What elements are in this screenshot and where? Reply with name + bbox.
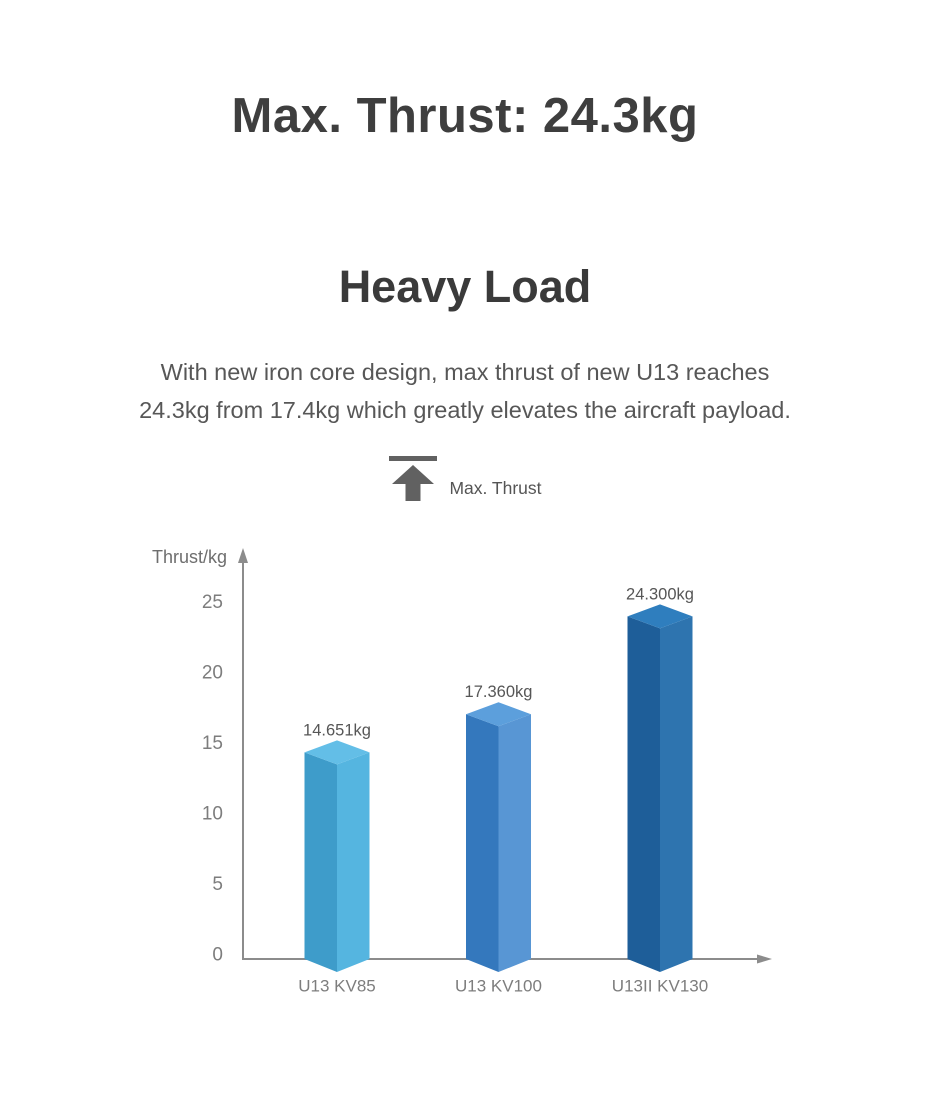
max-thrust-legend xyxy=(0,456,930,502)
y-tick-label-20: 20 xyxy=(201,662,223,684)
description-line-1: With new iron core design, max thrust of new U13 reaches xyxy=(160,359,770,386)
y-tick-label-25: 25 xyxy=(201,592,223,614)
up-arrow-icon xyxy=(388,456,438,502)
description-line-2: 24.3kg from 17.4kg which greatly elevates the aircraft payload. xyxy=(139,397,791,424)
y-tick-label-5: 5 xyxy=(212,874,223,896)
y-axis-arrow xyxy=(238,548,248,563)
x-axis-arrow xyxy=(757,955,772,964)
category-label-u13-kv85: U13 KV85 xyxy=(298,976,376,996)
bar-u13-kv85-left-face xyxy=(305,753,338,973)
value-label-u13-kv85: 14.651kg xyxy=(303,721,371,740)
bar-u13-kv85-right-face xyxy=(337,753,370,973)
section-heading: Heavy Load xyxy=(338,261,592,313)
legend-label: Max. Thrust xyxy=(449,478,542,499)
page-title: Max. Thrust: 24.3kg xyxy=(231,89,699,143)
category-label-u13ii-kv130: U13II KV130 xyxy=(611,976,709,996)
thrust-bar-chart xyxy=(115,535,815,1015)
bar-u13ii-kv130-left-face xyxy=(628,616,661,972)
chart-canvas xyxy=(115,535,815,1015)
bar-u13ii-kv130-right-face xyxy=(660,616,693,972)
value-label-u13-kv100: 17.360kg xyxy=(464,683,533,702)
value-label-u13ii-kv130: 24.300kg xyxy=(626,585,694,604)
bar-u13-kv100-left-face xyxy=(466,714,499,972)
y-tick-label-10: 10 xyxy=(201,803,223,825)
description xyxy=(0,313,930,429)
category-label-u13-kv100: U13 KV100 xyxy=(455,976,542,996)
y-tick-label-15: 15 xyxy=(201,733,223,755)
y-tick-label-0: 0 xyxy=(212,944,223,966)
y-axis-label: Thrust/kg xyxy=(151,547,227,568)
bar-u13-kv100-right-face xyxy=(499,714,532,972)
